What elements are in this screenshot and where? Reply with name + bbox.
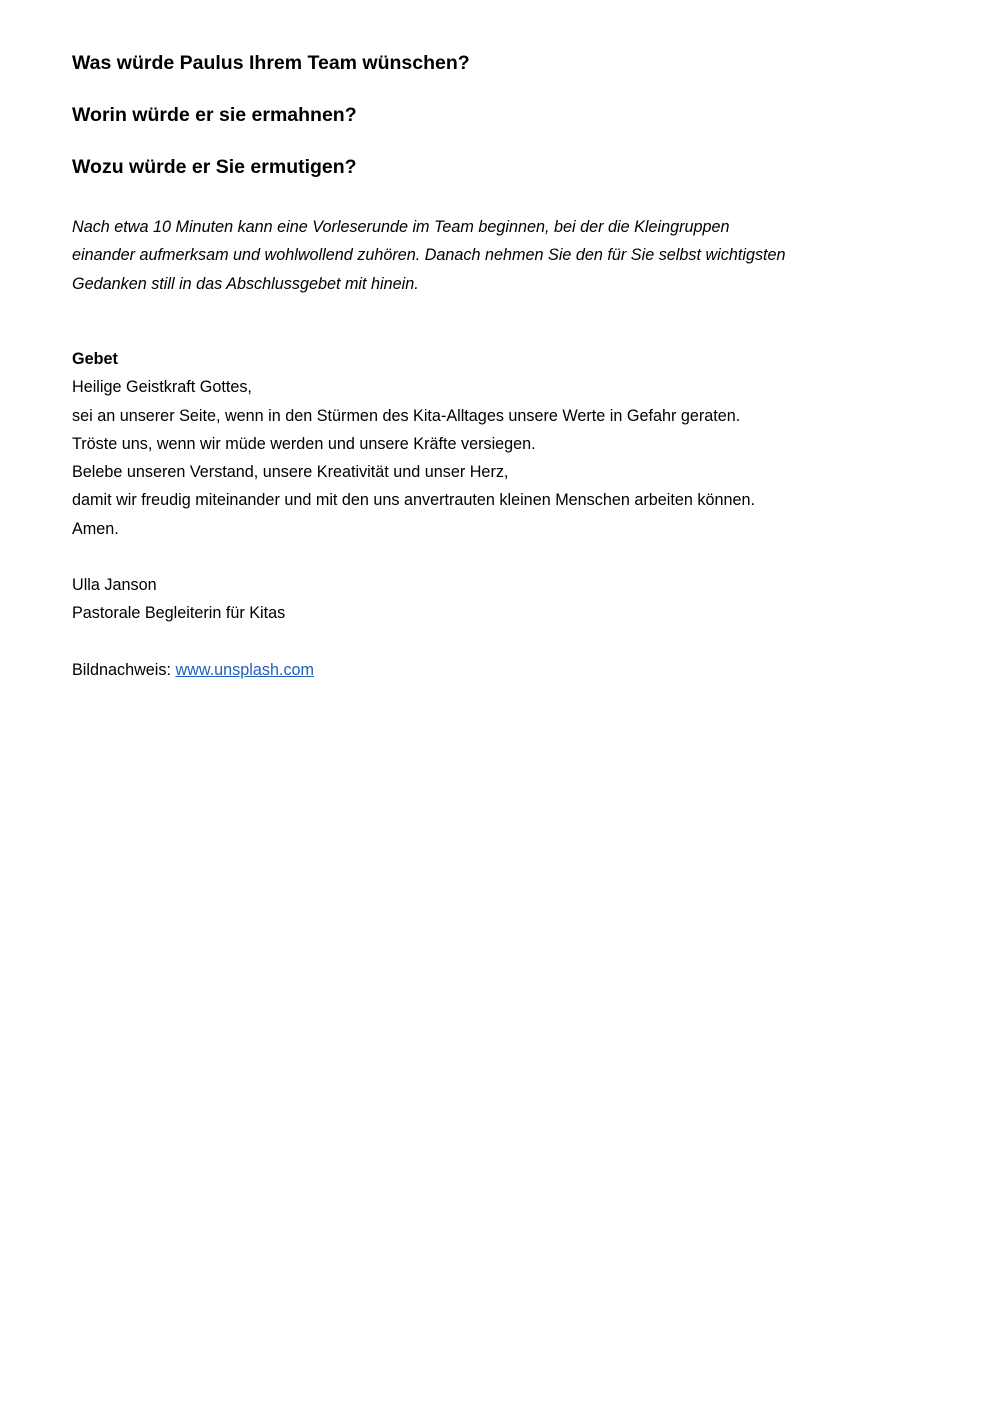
prayer-line: damit wir freudig miteinander und mit den uns anvertrauten kleinen Menschen arbeiten können. [72, 491, 755, 510]
image-credit-label: Bildnachweis: [72, 661, 176, 679]
author-block [72, 571, 285, 628]
instruction-line: einander aufmerksam und wohlwollend zuhören. Danach nehmen Sie den für Sie selbst wichtigsten [72, 246, 786, 265]
prayer-line: Tröste uns, wenn wir müde werden und unsere Kräfte versiegen. [72, 434, 536, 453]
unsplash-link[interactable]: www.unsplash.com [175, 661, 315, 679]
author-role: Pastorale Begleiterin für Kitas [72, 604, 286, 623]
question-heading-3: Wozu würde er Sie ermutigen? [72, 156, 357, 178]
prayer-line: Heilige Geistkraft Gottes, [72, 378, 252, 397]
instruction-line: Gedanken still in das Abschlussgebet mit hinein. [72, 274, 419, 293]
image-credit [72, 656, 314, 684]
instruction-paragraph [72, 213, 932, 298]
prayer-line: sei an unserer Seite, wenn in den Stürmen des Kita-Alltages unsere Werte in Gefahr geraten. [72, 406, 741, 425]
prayer-line: Belebe unseren Verstand, unsere Kreativität und unser Herz, [72, 463, 509, 482]
question-heading-1: Was würde Paulus Ihrem Team wünschen? [72, 52, 470, 74]
prayer-line: Amen. [72, 519, 119, 538]
instruction-line: Nach etwa 10 Minuten kann eine Vorleserunde im Team beginnen, bei der die Kleingruppen [72, 218, 730, 236]
author-name: Ulla Janson [72, 576, 157, 594]
prayer-section [72, 345, 952, 543]
prayer-title: Gebet [72, 350, 118, 368]
question-heading-2: Worin würde er sie ermahnen? [72, 104, 357, 126]
